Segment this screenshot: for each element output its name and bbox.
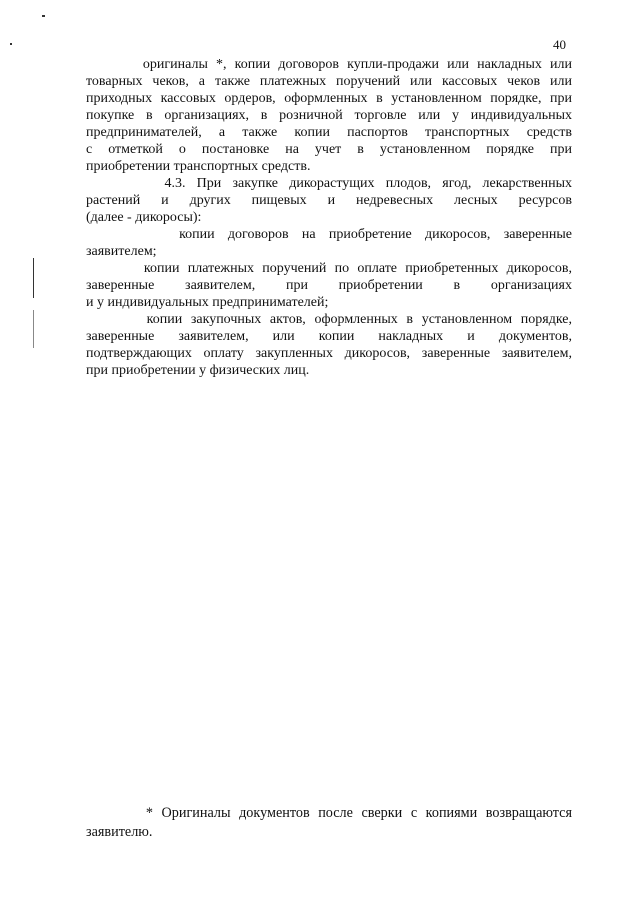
page-number: 40 <box>553 37 566 52</box>
scan-mark <box>42 15 45 17</box>
text-line: при приобретении у физических лиц. <box>86 363 310 378</box>
footnote-line: * Оригиналы документов после сверки с копиями возвращаются <box>86 805 572 821</box>
text-line: подтверждающих оплату закупленных дикоросов, заверенные заявителем, <box>86 346 572 361</box>
scan-mark <box>10 43 12 45</box>
text-line: с отметкой о постановке на учет в установленном порядке при <box>86 142 572 157</box>
text-line: и у индивидуальных предпринимателей; <box>86 295 329 310</box>
text-line: покупке в организациях, в розничной торговле или у индивидуальных <box>86 108 572 123</box>
paragraph <box>86 226 572 260</box>
margin-line <box>33 258 34 298</box>
paragraph <box>86 311 572 379</box>
text-line: 4.3. При закупке дикорастущих плодов, ягод, лекарственных <box>86 176 572 191</box>
text-line: предпринимателей, а также копии паспортов транспортных средств <box>86 125 572 140</box>
text-line: заверенные заявителем, при приобретении в организациях <box>86 278 572 293</box>
paragraph <box>86 175 572 226</box>
text-line: приходных кассовых ордеров, оформленных в установленном порядке, при <box>86 91 572 106</box>
text-line: заверенные заявителем, или копии накладных и документов, <box>86 329 572 344</box>
text-line: растений и других пищевых и недревесных лесных ресурсов <box>86 193 572 208</box>
paragraph <box>86 260 572 311</box>
text-line: копии договоров на приобретение дикоросов, заверенные <box>86 227 572 242</box>
text-line: товарных чеков, а также платежных поручений или кассовых чеков или <box>86 74 572 89</box>
text-line: оригиналы *, копии договоров купли-продажи или накладных или <box>86 57 572 72</box>
text-line: копии закупочных актов, оформленных в установленном порядке, <box>86 312 572 327</box>
paragraph <box>86 56 572 175</box>
text-line: заявителем; <box>86 244 157 259</box>
text-line: копии платежных поручений по оплате приобретенных дикоросов, <box>86 261 572 276</box>
body-text <box>86 56 572 379</box>
margin-line <box>33 310 34 348</box>
footnote <box>86 804 572 842</box>
footnote-line: заявителю. <box>86 824 153 840</box>
text-line: (далее - дикоросы): <box>86 210 202 225</box>
text-line: приобретении транспортных средств. <box>86 159 311 174</box>
